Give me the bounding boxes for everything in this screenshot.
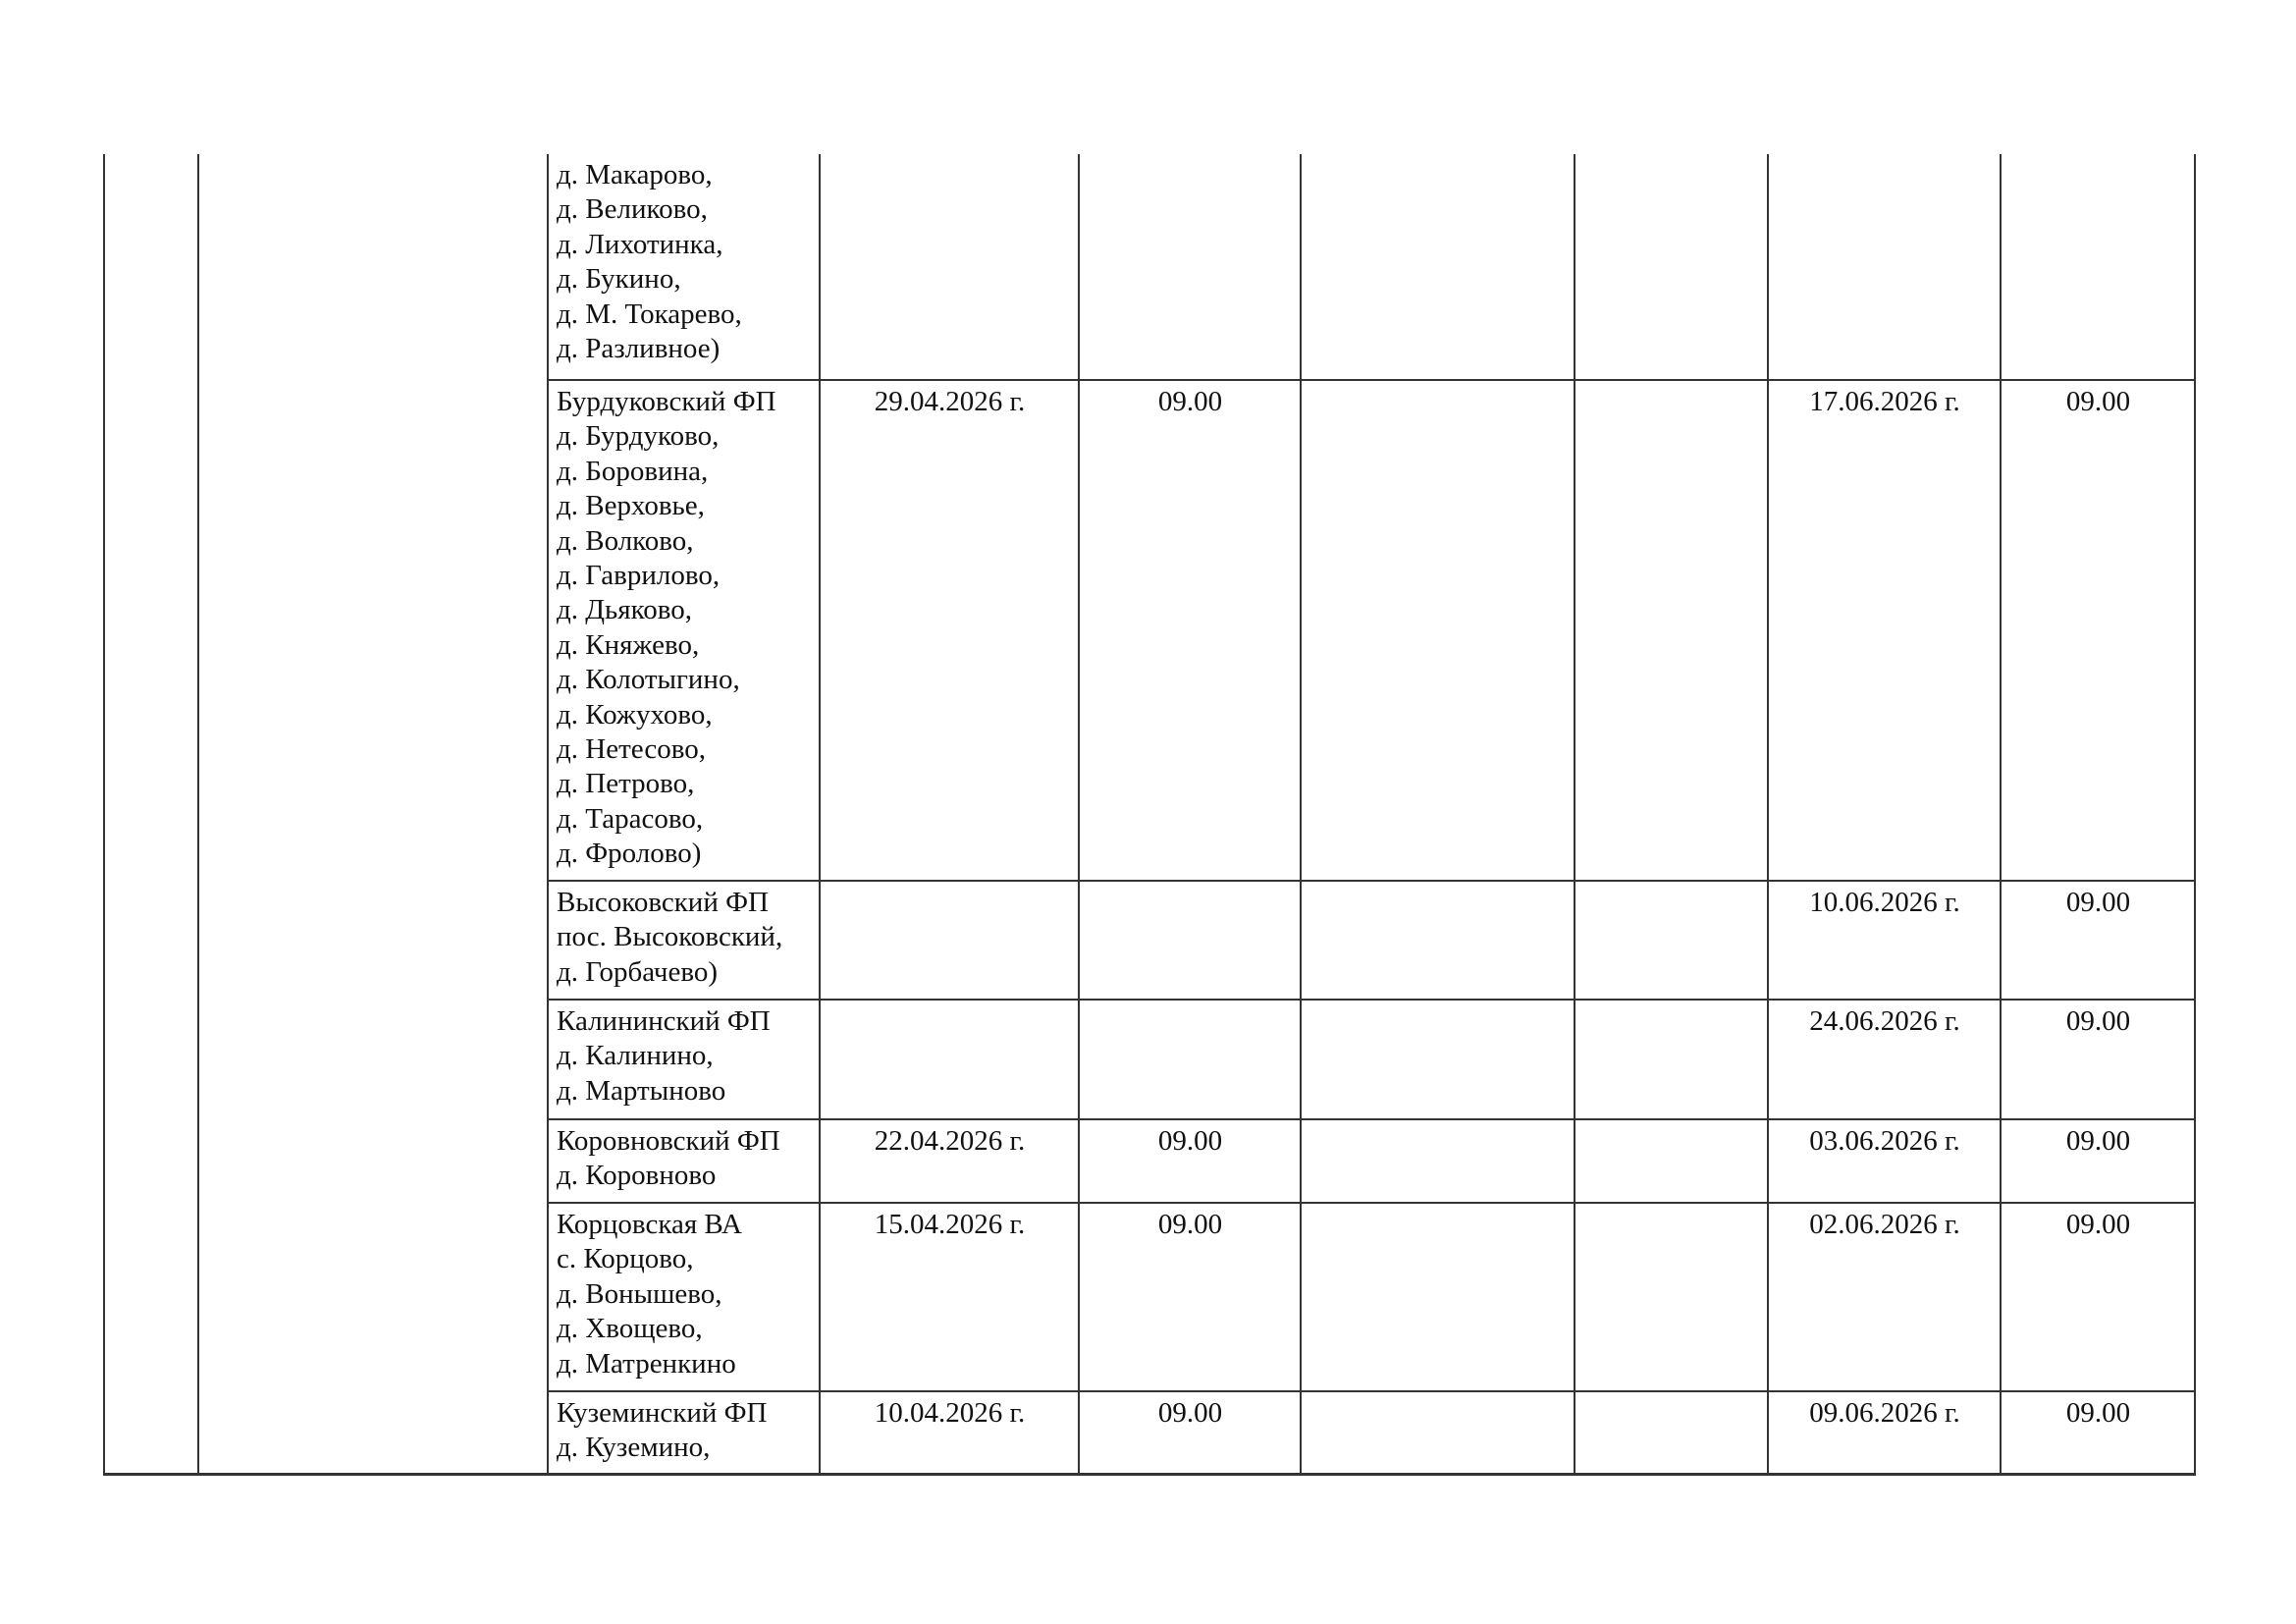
location-line: д. Матренкино <box>557 1347 736 1380</box>
location-line: д. Коровново <box>557 1160 717 1192</box>
table-border-left <box>103 154 105 1476</box>
location-line: д. Хвощево, <box>557 1313 703 1345</box>
location-title: Калининский ФП <box>557 1005 771 1037</box>
location-title: Высоковский ФП <box>557 887 769 918</box>
column-divider <box>1574 154 1575 1476</box>
column-divider <box>2000 154 2002 1476</box>
first-visit-date: 29.04.2026 г. <box>874 386 1026 417</box>
location-line: д. Мартыново <box>557 1074 726 1107</box>
location-line: д. Лихотинка, <box>557 228 723 260</box>
table-row-location <box>557 886 836 990</box>
table-border-bottom <box>103 1473 2196 1476</box>
location-title: Куземинский ФП <box>557 1397 768 1429</box>
location-line: д. Горбачево) <box>557 955 719 988</box>
second-visit-time: 09.00 <box>2065 887 2131 918</box>
location-line: д. Кожухово, <box>557 698 713 731</box>
location-line: д. Макарово, <box>557 159 713 190</box>
location-line: д. Куземино, <box>557 1432 711 1464</box>
second-visit-date: 24.06.2026 г. <box>1809 1005 1960 1037</box>
second-visit-time: 09.00 <box>2065 1397 2131 1429</box>
location-line: д. Вонышево, <box>557 1277 722 1310</box>
location-line: д. Колотыгино, <box>557 664 740 696</box>
location-line: д. Волково, <box>557 524 694 557</box>
second-visit-time: 09.00 <box>2065 1005 2131 1037</box>
first-visit-time: 09.00 <box>1157 1125 1223 1157</box>
location-line: д. Гаврилово, <box>557 560 721 592</box>
column-divider <box>547 154 549 1476</box>
table-border-right <box>2194 154 2196 1476</box>
location-title: Корцовская ВА <box>557 1209 742 1240</box>
first-visit-time: 09.00 <box>1157 1397 1223 1429</box>
first-visit-date: 22.04.2026 г. <box>874 1125 1026 1157</box>
column-divider <box>1300 154 1302 1476</box>
row-divider <box>547 379 2196 381</box>
location-line: д. Нетесово, <box>557 733 706 766</box>
table-row-location <box>557 1396 836 1466</box>
table-row-location <box>557 1124 836 1194</box>
location-line: д. Калинино, <box>557 1040 714 1072</box>
location-line: пос. Высоковский, <box>557 921 783 953</box>
column-divider <box>1767 154 1769 1476</box>
second-visit-date: 17.06.2026 г. <box>1809 386 1960 417</box>
row-divider <box>547 1118 2196 1120</box>
second-visit-date: 10.06.2026 г. <box>1809 887 1960 918</box>
table-row-location <box>557 158 836 366</box>
location-line: д. Верховье, <box>557 490 705 522</box>
location-title: Коровновский ФП <box>557 1125 780 1157</box>
location-line: д. М. Токарево, <box>557 298 742 330</box>
table-row-location <box>557 1208 836 1381</box>
column-divider <box>1078 154 1080 1476</box>
location-line: д. Букино, <box>557 263 681 296</box>
second-visit-time: 09.00 <box>2065 1209 2131 1240</box>
location-line: д. Разливное) <box>557 333 721 365</box>
location-line: д. Великово, <box>557 193 708 226</box>
location-title: Бурдуковский ФП <box>557 386 776 417</box>
second-visit-date: 02.06.2026 г. <box>1809 1209 1960 1240</box>
second-visit-time: 09.00 <box>2065 1125 2131 1157</box>
row-divider <box>547 1390 2196 1392</box>
location-line: д. Фролово) <box>557 838 702 870</box>
first-visit-time: 09.00 <box>1157 1209 1223 1240</box>
first-visit-date: 10.04.2026 г. <box>874 1397 1026 1429</box>
table-row-location <box>557 1004 836 1109</box>
row-divider <box>547 999 2196 1001</box>
second-visit-date: 03.06.2026 г. <box>1809 1125 1960 1157</box>
location-line: д. Тарасово, <box>557 802 704 835</box>
first-visit-date: 15.04.2026 г. <box>874 1209 1026 1240</box>
first-visit-time: 09.00 <box>1157 386 1223 417</box>
second-visit-date: 09.06.2026 г. <box>1809 1397 1960 1429</box>
location-line: д. Бурдуково, <box>557 420 720 453</box>
location-line: д. Княжево, <box>557 628 700 661</box>
column-divider <box>197 154 199 1476</box>
row-divider <box>547 1202 2196 1204</box>
location-line: д. Петрово, <box>557 768 695 800</box>
second-visit-time: 09.00 <box>2065 386 2131 417</box>
location-line: д. Боровина, <box>557 455 709 487</box>
location-line: д. Дьяково, <box>557 594 692 626</box>
location-line: с. Корцово, <box>557 1243 694 1275</box>
row-divider <box>547 880 2196 882</box>
table-row-location <box>557 385 836 872</box>
